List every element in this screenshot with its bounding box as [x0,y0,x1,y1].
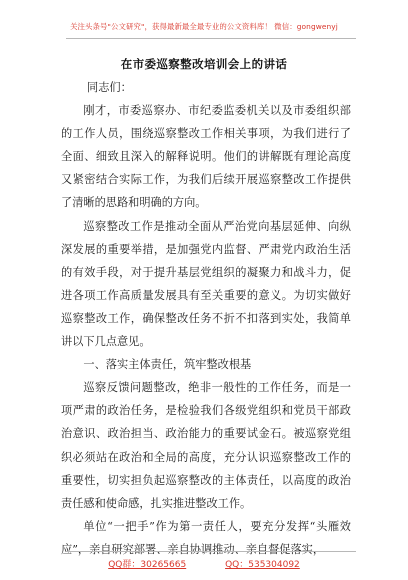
footer-qq: QQ：535304092 [225,560,300,570]
document-title: 在市委巡察整改培训会上的讲话 [120,57,288,71]
document-body [61,76,351,561]
top-banner: 关注头条号"公文研究"，获得最新最全最专业的公文资料库！ 微信：gongwenyj [70,22,338,31]
footer-qq-group: QQ群：30265665 [108,560,187,570]
paragraph-4: 单位“一把手”作为第一责任人，要充分发挥“头雁效应”，亲自研究部署、亲自协调推动、亲自督促落实， [61,519,351,556]
greeting: 同志们： [87,81,132,94]
paragraph-2: 巡察整改工作是推动全面从严治党向基层延伸、向纵深发展的重要举措，是加强党内监督、严肃党内政治生活的有效手段，对于提升基层党组织的凝聚力和战斗力，促进各项工作高质量发展具有至关重要的意义。为切实做好巡察整改工作，确保整改任务不折不扣落到实处，我简单讲以下几点意见。 [61,219,351,349]
footer [0,557,408,570]
paragraph-1: 刚才，市委巡察办、市纪委监委机关以及市委组织部的工作人员，围绕巡察整改工作相关事项，为我们进行了全面、细致且深入的解释说明。他们的讲解既有理论高度又紧密结合实际工作，为我们后续开展巡察整改工作提供了清晰的思路和明确的方向。 [61,104,351,210]
section-heading-1: 一、落实主体责任，筑牢整改根基 [83,358,252,372]
header-divider [66,38,356,39]
footer-divider [66,551,356,552]
paragraph-3: 巡察反馈问题整改，绝非一般性的工作任务，而是一项严肃的政治任务，是检验我们各级党组织和党员干部政治意识、政治担当、政治能力的重要试金石。被巡察党组织必须站在政治和全局的高度，充分认识巡察整改工作的重要性，切实担负起巡察整改的主体责任，以高度的政治责任感和使命感，扎实推进整改工作。 [61,381,351,510]
